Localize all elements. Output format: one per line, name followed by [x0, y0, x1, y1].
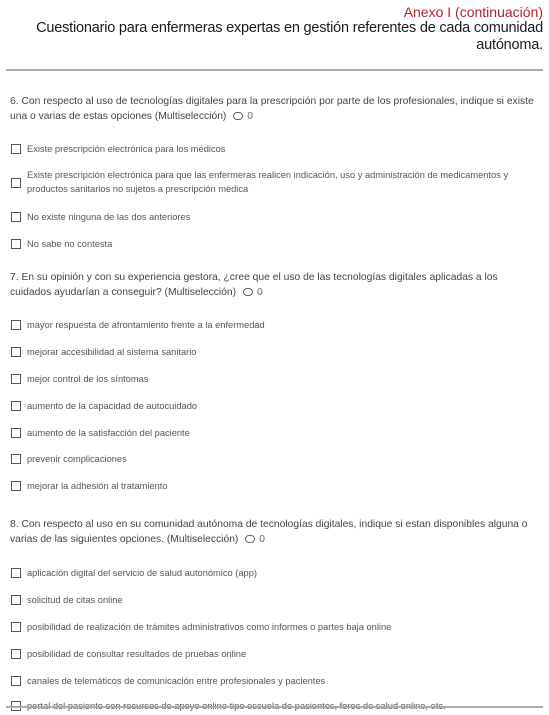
checkbox[interactable] — [11, 595, 21, 605]
comment-count-value: 0 — [247, 111, 253, 122]
option-label: No sabe no contesta — [27, 239, 113, 249]
option-7-7[interactable] — [11, 479, 531, 493]
comment-count-value: 0 — [259, 534, 265, 545]
option-8-4[interactable] — [11, 647, 531, 661]
checkbox[interactable] — [11, 212, 21, 222]
option-6-1[interactable] — [11, 142, 531, 156]
option-label: solicitud de citas online — [27, 595, 123, 605]
document-title: Cuestionario para enfermeras expertas en gestión referentes de cada comunidad autónoma. — [36, 20, 543, 53]
checkbox[interactable] — [11, 374, 21, 384]
checkbox[interactable] — [11, 649, 21, 659]
option-label: prevenir complicaciones — [27, 454, 127, 464]
checkbox[interactable] — [11, 401, 21, 411]
question-6 — [10, 94, 540, 124]
checkbox[interactable] — [11, 481, 21, 491]
option-label: mejorar accesibilidad al sistema sanitario — [27, 347, 197, 357]
comment-bubble-icon — [243, 288, 253, 296]
comment-count[interactable] — [245, 532, 265, 547]
option-8-2[interactable] — [11, 593, 531, 607]
option-7-5[interactable] — [11, 426, 531, 440]
option-7-2[interactable] — [11, 345, 531, 359]
option-label: No existe ninguna de las dos anteriores — [27, 212, 191, 222]
checkbox[interactable] — [11, 454, 21, 464]
option-label: mayor respuesta de afrontamiento frente a la enfermedad — [27, 320, 265, 330]
question-7 — [10, 270, 540, 300]
checkbox[interactable] — [11, 144, 21, 154]
option-6-4[interactable] — [11, 237, 531, 251]
checkbox[interactable] — [11, 568, 21, 578]
comment-bubble-icon — [245, 535, 255, 543]
option-8-5[interactable] — [11, 674, 531, 688]
comment-count-value: 0 — [256, 287, 263, 298]
option-label: Existe prescripción electrónica para que las enfermeras realicen indicación, uso y administración de medicamentos y productos sanitarios no sujetos a prescripción médica — [27, 170, 509, 194]
option-label: aumento de la capacidad de autocuidado — [27, 401, 198, 411]
question-8-text: 8. Con respecto al uso en su comunidad autónoma de tecnologías digitales, indique si estan disponibles alguna o varias de las siguientes opciones. (Multiselección) — [10, 519, 528, 545]
question-7-text: 7. En su opinión y con su experiencia gestora, ¿cree que el uso de las tecnologías digitales aplicadas a los cuidados ayudarían a conseguir? (Multiselección) — [10, 272, 498, 298]
option-label: Existe prescripción electrónica para los médicos — [27, 144, 226, 154]
option-8-3[interactable] — [11, 620, 531, 634]
option-7-6[interactable] — [11, 452, 531, 466]
checkbox[interactable] — [11, 347, 21, 357]
question-6-text: 6. Con respecto al uso de tecnologías digitales para la prescripción por parte de los profesionales, indique si existe una o varias de estas opciones (Multiselección) — [10, 96, 534, 122]
comment-bubble-icon — [233, 112, 243, 120]
checkbox[interactable] — [11, 178, 21, 188]
option-label: posibilidad de consultar resultados de pruebas online — [27, 649, 247, 659]
bottom-divider — [6, 706, 543, 708]
option-label: mejor control de los síntomas — [27, 374, 149, 384]
checkbox[interactable] — [11, 239, 21, 249]
option-8-1[interactable] — [11, 566, 531, 580]
option-label: posibilidad de realización de trámites administrativos como informes o partes baja online — [27, 622, 392, 632]
question-8 — [10, 517, 540, 547]
checkbox[interactable] — [11, 320, 21, 330]
top-divider — [6, 69, 543, 71]
option-7-4[interactable] — [11, 399, 531, 413]
comment-count[interactable] — [233, 109, 253, 124]
checkbox[interactable] — [11, 622, 21, 632]
option-7-3[interactable] — [11, 372, 531, 386]
option-6-3[interactable] — [11, 210, 531, 224]
option-label: canales de telemáticos de comunicación entre profesionales y pacientes — [27, 676, 326, 686]
checkbox[interactable] — [11, 676, 21, 686]
annex-label: Anexo I (continuación) — [403, 4, 543, 20]
option-label: aplicación digital del servicio de salud autonómico (app) — [27, 568, 257, 578]
page-header — [0, 4, 543, 54]
option-label: aumento de la satisfacción del paciente — [27, 428, 190, 438]
checkbox[interactable] — [11, 428, 21, 438]
option-label: mejorar la adhesión al tratamiento — [27, 481, 168, 491]
comment-count[interactable] — [243, 285, 263, 300]
option-6-2[interactable] — [11, 168, 531, 196]
option-7-1[interactable] — [11, 318, 531, 332]
